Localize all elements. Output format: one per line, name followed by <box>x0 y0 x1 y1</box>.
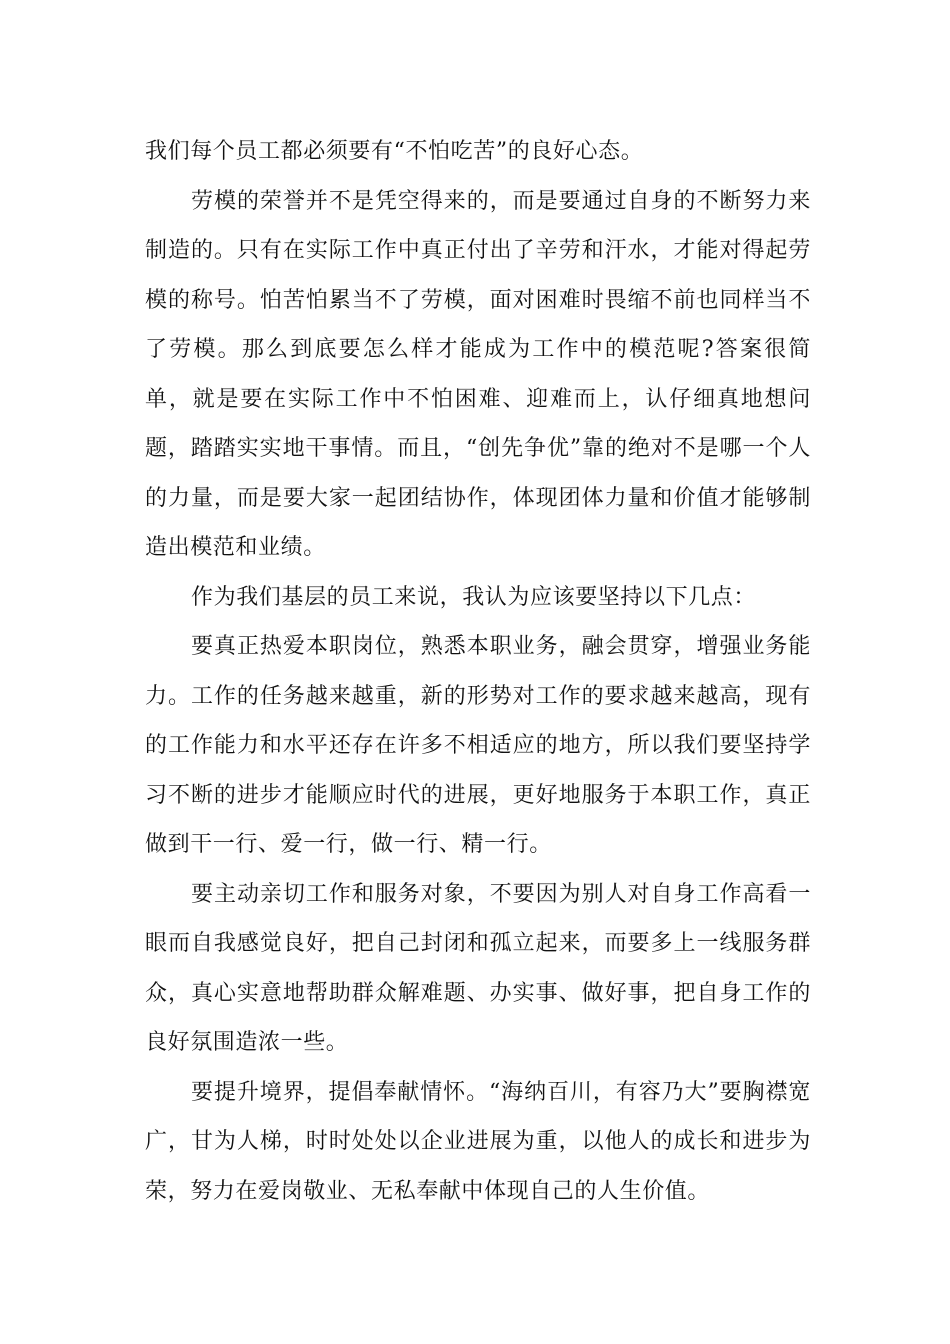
paragraph-2: 劳模的荣誉并不是凭空得来的，而是要通过自身的不断努力来制造的。只有在实际工作中真正付出了辛劳和汗水，才能对得起劳模的称号。怕苦怕累当不了劳模，面对困难时畏缩不前也同样当不了劳模。那么到底要怎么样才能成为工作中的模范呢?答案很简单，就是要在实际工作中不怕困难、迎难而上，认仔细真地想问题，踏踏实实地干事情。而且，“创先争优”靠的绝对不是哪一个人的力量，而是要大家一起团结协作，体现团体力量和价值才能够制造出模范和业绩。 <box>145 188 811 560</box>
paragraph-1: 我们每个员工都必须要有“不怕吃苦”的良好心态。 <box>145 139 644 164</box>
paragraph-6: 要提升境界，提倡奉献情怀。“海纳百川，有容乃大”要胸襟宽广，甘为人梯，时时处处以企业进展为重，以他人的成长和进步为荣，努力在爱岗敬业、无私奉献中体现自己的人生价值。 <box>145 1079 811 1204</box>
paragraph-5: 要主动亲切工作和服务对象，不要因为别人对自身工作高看一眼而自我感觉良好，把自己封闭和孤立起来，而要多上一线服务群众，真心实意地帮助群众解难题、办实事、做好事，把自身工作的良好氛围造浓一些。 <box>145 881 811 1055</box>
document-body <box>145 127 811 1216</box>
paragraph-3: 作为我们基层的员工来说，我认为应该要坚持以下几点： <box>191 584 757 610</box>
paragraph-4: 要真正热爱本职岗位，熟悉本职业务，融会贯穿，增强业务能力。工作的任务越来越重，新的形势对工作的要求越来越高，现有的工作能力和水平还存在许多不相适应的地方，所以我们要坚持学习不断的进步才能顺应时代的进展，更好地服务于本职工作，真正做到干一行、爱一行，做一行、精一行。 <box>145 634 811 857</box>
